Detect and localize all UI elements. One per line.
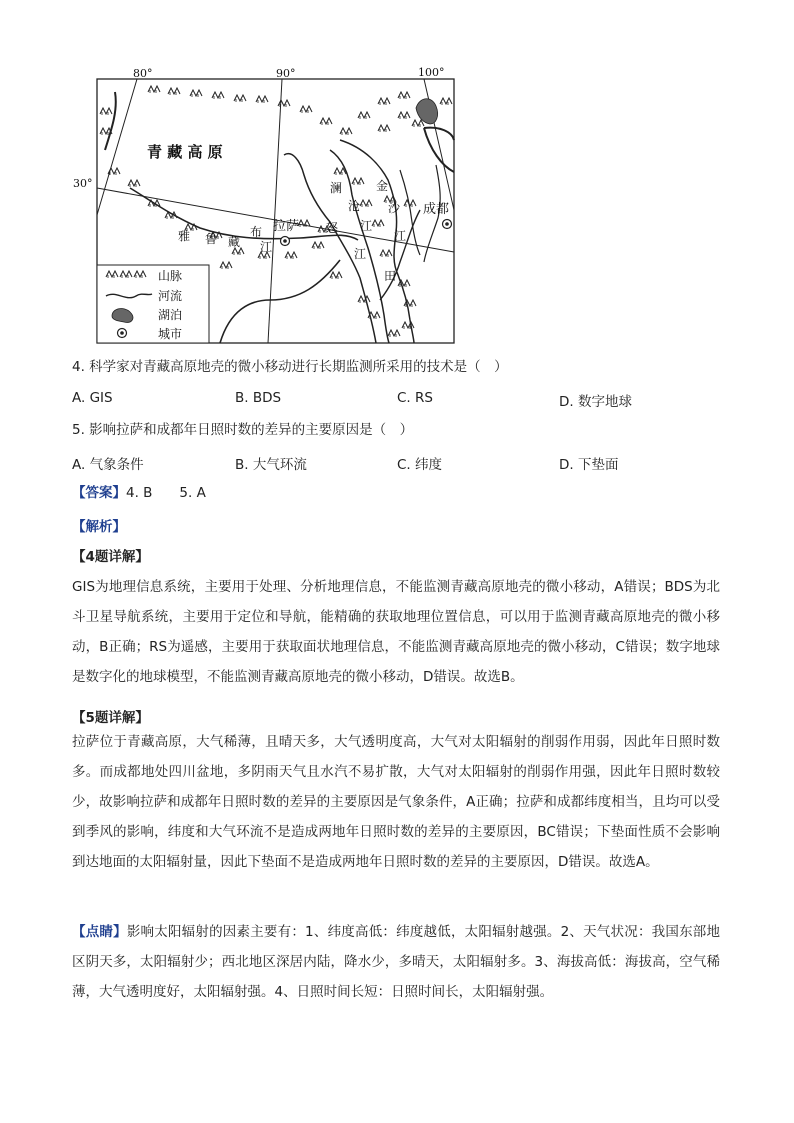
- answer-line: [72, 483, 206, 503]
- detail-4-tag: 【4题详解】: [72, 549, 149, 565]
- region-label: 青 藏 高 原: [147, 143, 223, 161]
- city-label-chengdu: 成都: [423, 202, 450, 217]
- river-label-jiang4: 江: [354, 247, 367, 261]
- legend-river: 河流: [158, 289, 183, 303]
- lon-label-80: 80°: [133, 67, 153, 80]
- meridian-90: [268, 79, 282, 343]
- river-label-jiang2: 江: [360, 219, 373, 233]
- answer-text: 4. B 5. A: [126, 485, 206, 501]
- analysis-tag: 【解析】: [72, 519, 126, 535]
- river-label-jin: 金: [376, 179, 389, 193]
- tip-text: 影响太阳辐射的因素主要有：1、纬度高低：纬度越低，太阳辐射越强。2、天气状况：我国东部地区阴天多，太阳辐射少；西北地区深居内陆，降水少，多晴天，太阳辐射多。3、海拔高低：海拔高，空气稀薄，大气透明度好，太阳辐射强。4、日照时间长短：日照时间长，太阳辐射强。: [72, 924, 720, 1000]
- tip-paragraph: [72, 917, 720, 1007]
- tibet-plateau-map: [70, 60, 470, 350]
- river-label-ya: 雅: [178, 229, 191, 243]
- legend-lake: 湖泊: [158, 308, 183, 322]
- lake-icon: [416, 99, 438, 124]
- plateau-border: [105, 92, 116, 150]
- river-label-lan: 澜: [330, 181, 343, 195]
- river-label-jiang1: 江: [260, 240, 273, 254]
- q5-option-b: B. 大气环流: [235, 457, 307, 473]
- lon-label-100: 100°: [418, 66, 445, 79]
- tip-tag: 【点睛】: [72, 924, 127, 940]
- question-4-stem: 4. 科学家对青藏高原地壳的微小移动进行长期监测所采用的技术是（ ）: [72, 359, 508, 375]
- river-label-lu: 鲁: [205, 232, 218, 246]
- river-label-zang: 藏: [228, 235, 241, 249]
- city-label-lhasa: 拉萨: [273, 219, 300, 234]
- river-label-nu: 怒: [326, 221, 339, 235]
- city-lhasa: [273, 218, 299, 246]
- question-5-stem: 5. 影响拉萨和成都年日照时数的差异的主要原因是（ ）: [72, 422, 414, 438]
- q4-option-a: A. GIS: [72, 390, 113, 406]
- detail-4-text: GIS为地理信息系统，主要用于处理、分析地理信息，不能监测青藏高原地壳的微小移动，A错误；BDS为北斗卫星导航系统，主要用于定位和导航，能精确的获取地理位置信息，可以用于监测青藏高原地壳的微小移动，B正确；RS为遥感，主要用于获取面状地理信息，不能监测青藏高原地壳的微小移动，C错误；数字地球是数字化的地球模型，不能监测青藏高原地壳的微小移动，D错误。故选B。: [72, 579, 720, 685]
- answer-tag: 【答案】: [72, 485, 126, 501]
- q4-option-c: C. RS: [397, 390, 433, 406]
- legend-mountain: 山脉: [158, 269, 183, 283]
- river-label-sha: 沙: [388, 201, 401, 215]
- lat-label-30: 30°: [73, 177, 93, 190]
- river-label-bu: 布: [250, 225, 263, 239]
- river-label-cang: 沧: [348, 199, 361, 213]
- q5-option-d: D. 下垫面: [559, 457, 619, 473]
- river-label-jiang3: 江: [394, 229, 407, 243]
- detail-5-tag: 【5题详解】: [72, 710, 149, 726]
- city-chengdu: [423, 201, 452, 229]
- basin-outline-2: [424, 128, 454, 140]
- q4-option-d: D. 数字地球: [559, 394, 632, 410]
- lon-label-90: 90°: [276, 67, 296, 80]
- river-label-tian: 田: [384, 269, 397, 283]
- detail-5-text: 拉萨位于青藏高原，大气稀薄，且晴天多，大气透明度高，大气对太阳辐射的削弱作用弱，因此年日照时数多。而成都地处四川盆地，多阴雨天气且水汽不易扩散，大气对太阳辐射的削弱作用强，因此年日照时数较少，故影响拉萨和成都年日照时数的差异的主要原因是气象条件，A正确；拉萨和成都纬度相当，且均可以受到季风的影响，纬度和大气环流不是造成两地年日照时数的差异的主要原因，BC错误；下垫面性质不会影响到达地面的太阳辐射量，因此下垫面不是造成两地年日照时数的差异的主要原因，D错误。故选A。: [72, 734, 720, 870]
- q5-option-c: C. 纬度: [397, 457, 443, 473]
- map-legend: [97, 265, 209, 343]
- q4-option-b: B. BDS: [235, 390, 282, 406]
- legend-city: 城市: [158, 327, 183, 341]
- q5-option-a: A. 气象条件: [72, 457, 144, 473]
- plateau-border-south: [220, 260, 340, 343]
